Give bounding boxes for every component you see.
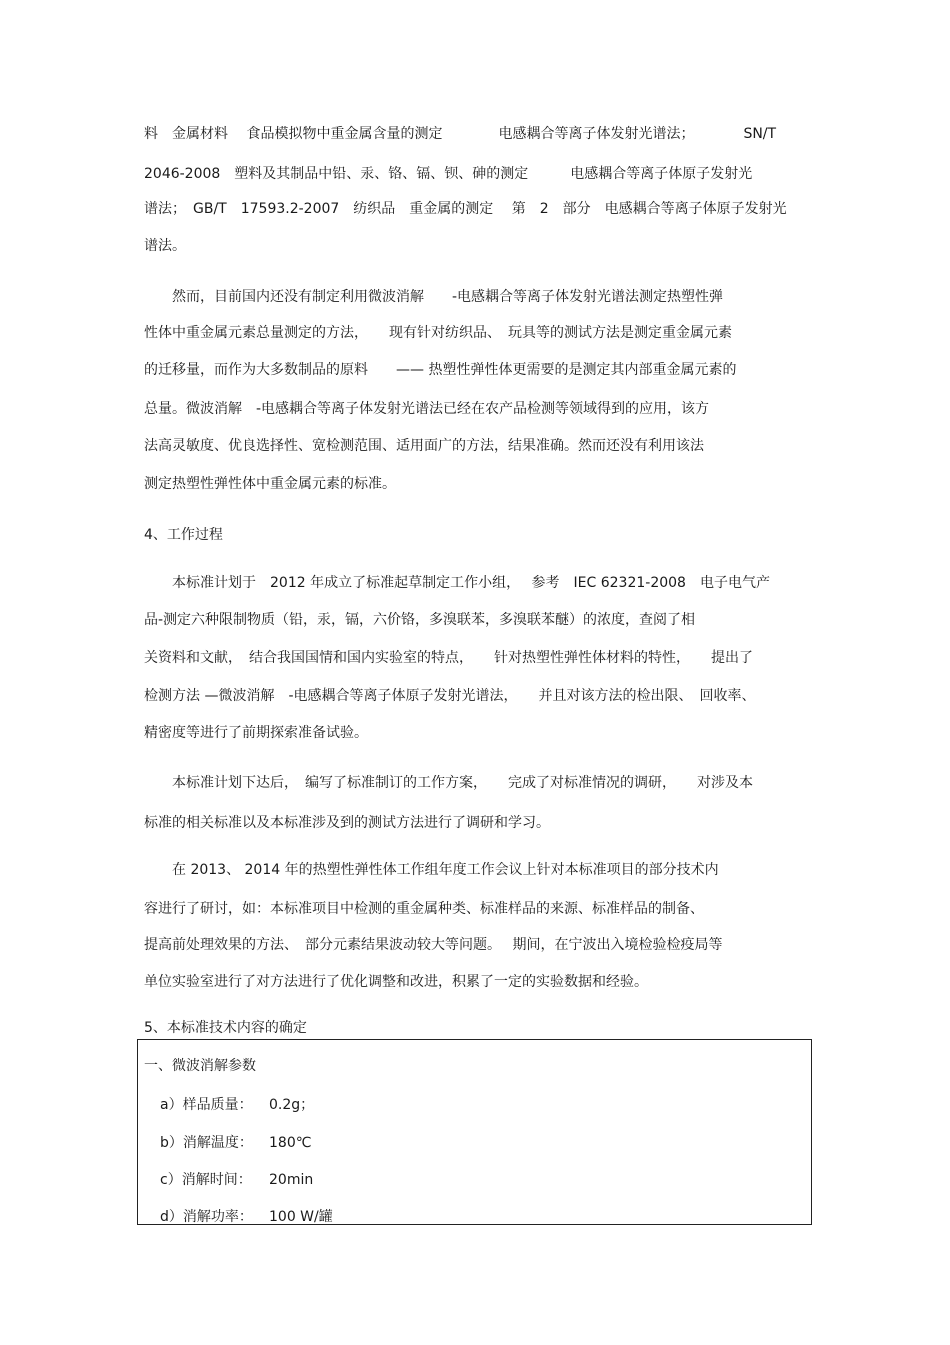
text-line: 然而，目前国内还没有制定利用微波消解 -电感耦合等离子体发射光谱法测定热塑性弹 xyxy=(144,289,724,305)
text-line: 谱法； GB/T 17593.2-2007 纺织品 重金属的测定 第 2 部分 电感耦合等离子体原子发射光 xyxy=(144,201,787,217)
text-line: 总量。微波消解 -电感耦合等离子体发射光谱法已经在农产品检测等领域得到的应用，该方 xyxy=(144,401,710,417)
text-line: 谱法。 xyxy=(144,238,186,254)
param-label-sample-mass: a）样品质量： xyxy=(160,1097,253,1113)
text-line: 性体中重金属元素总量测定的方法， 现有针对纺织品、 玩具等的测试方法是测定重金属元素 xyxy=(144,325,732,341)
param-value-digestion-time: 20min xyxy=(269,1172,314,1188)
param-value-digestion-power: 100 W/罐 xyxy=(269,1209,333,1225)
param-value-digestion-temperature: 180℃ xyxy=(269,1135,312,1151)
param-label-digestion-power: d）消解功率： xyxy=(160,1209,253,1225)
text-line: 2046-2008 塑料及其制品中铅、汞、铬、镉、钡、砷的测定 电感耦合等离子体原子发射光 xyxy=(144,166,753,182)
text-line: 本标准计划于 2012 年成立了标准起草制定工作小组， 参考 IEC 62321-2008 电子电气产 xyxy=(144,575,770,591)
text-line: 提高前处理效果的方法、 部分元素结果波动较大等问题。 期间，在宁波出入境检验检疫局等 xyxy=(144,937,723,953)
param-label-digestion-temperature: b）消解温度： xyxy=(160,1135,253,1151)
text-line: 本标准计划下达后， 编写了标准制订的工作方案， 完成了对标准情况的调研， 对涉及本 xyxy=(144,775,753,791)
parameter-table xyxy=(137,1039,812,1225)
text-line: 品-测定六种限制物质（铅，汞，镉，六价铬，多溴联苯，多溴联苯醚）的浓度，查阅了相 xyxy=(144,612,696,628)
text-line: 关资料和文献， 结合我国国情和国内实验室的特点， 针对热塑性弹性体材料的特性， 提出了 xyxy=(144,650,753,666)
section-4-title: 4、工作过程 xyxy=(144,527,223,543)
text-line: 的迁移量，而作为大多数制品的原料 —— 热塑性弹性体更需要的是测定其内部重金属元素的 xyxy=(144,362,737,378)
param-value-sample-mass: 0.2g； xyxy=(269,1097,315,1113)
section-5-title: 5、本标准技术内容的确定 xyxy=(144,1020,307,1036)
text-line: 法高灵敏度、优良选择性、宽检测范围、适用面广的方法，结果准确。然而还没有利用该法 xyxy=(144,438,704,454)
text-line: 检测方法 —微波消解 -电感耦合等离子体原子发射光谱法， 并且对该方法的检出限、 回收率、 xyxy=(144,688,756,704)
parameter-table-title: 一、微波消解参数 xyxy=(144,1058,256,1074)
text-line: 标准的相关标准以及本标准涉及到的测试方法进行了调研和学习。 xyxy=(144,815,550,831)
text-line: 精密度等进行了前期探索准备试验。 xyxy=(144,725,368,741)
param-label-digestion-time: c）消解时间： xyxy=(160,1172,252,1188)
text-line: 单位实验室进行了对方法进行了优化调整和改进，积累了一定的实验数据和经验。 xyxy=(144,974,648,990)
text-line: 容进行了研讨，如：本标准项目中检测的重金属种类、标准样品的来源、标准样品的制备、 xyxy=(144,901,704,917)
text-line: 在 2013、 2014 年的热塑性弹性体工作组年度工作会议上针对本标准项目的部分技术内 xyxy=(144,862,719,878)
text-line: 料 金属材料 食品模拟物中重金属含量的测定 电感耦合等离子体发射光谱法； SN/T xyxy=(144,126,777,142)
text-line: 测定热塑性弹性体中重金属元素的标准。 xyxy=(144,476,396,492)
